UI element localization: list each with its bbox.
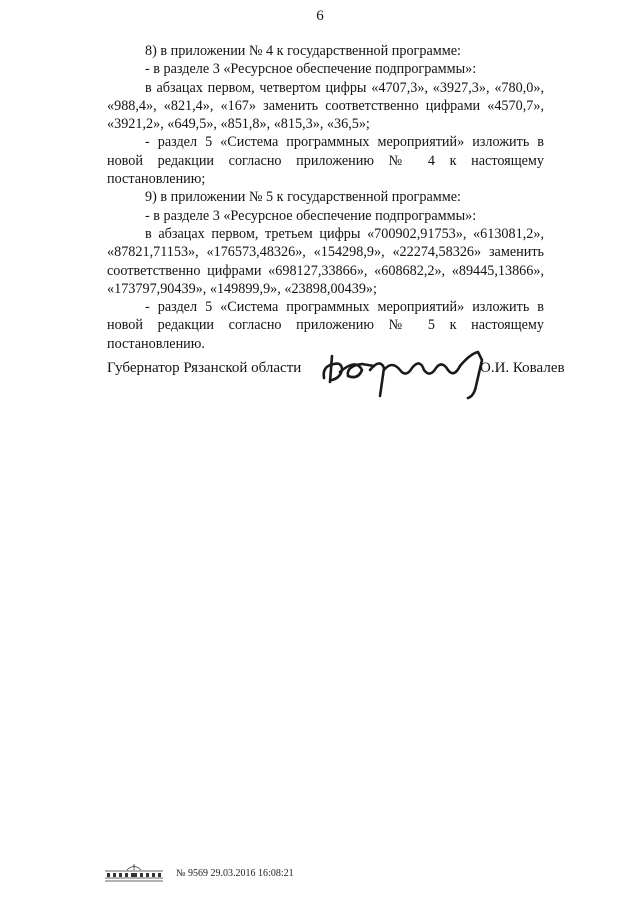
signature-block <box>0 348 640 408</box>
document-body <box>107 42 544 353</box>
signatory-name: О.И. Ковалев <box>480 360 565 376</box>
page-number: 6 <box>316 8 324 24</box>
paragraph-section-5: - раздел 5 «Система программных мероприятий» изложить в новой редакции согласно приложению № 5 к настоящему постановлению. <box>107 299 544 352</box>
registration-number: № 9569 29.03.2016 16:08:21 <box>176 868 294 879</box>
footer <box>103 862 403 886</box>
paragraph-section-3: - в разделе 3 «Ресурсное обеспечение подпрограммы»: <box>145 61 477 78</box>
paragraph-item-8: 8) в приложении № 4 к государственной программе: <box>145 43 461 59</box>
paragraph-figures-replace: в абзацах первом, четвертом цифры «4707,3», «3927,3», «780,0», «988,4», «821,4», «167» заменить соответственно цифрами «4570,7», «3921,2», «649,5», «851,8», «815,3», «36,5»; <box>107 79 544 133</box>
paragraph-figures-replace: в абзацах первом, третьем цифры «700902,91753», «613081,2», «87821,71153», «176573,48326», «154298,9», «22274,58326» заменить соответственно цифрами «698127,33866», «608682,2», «89445,13866», «173797,90439», «149899,9», «23898,00439»; <box>107 225 544 297</box>
paragraph-section-3: - в разделе 3 «Ресурсное обеспечение подпрограммы»: <box>145 207 477 224</box>
registry-stamp-icon <box>103 862 165 884</box>
handwritten-signature <box>318 348 498 400</box>
paragraph-section-5: - раздел 5 «Система программных мероприятий» изложить в новой редакции согласно приложению № 4 к настоящему постановлению; <box>107 134 544 188</box>
paragraph-item-9: 9) в приложении № 5 к государственной программе: <box>145 189 461 206</box>
signatory-title: Губернатор Рязанской области <box>107 360 302 376</box>
